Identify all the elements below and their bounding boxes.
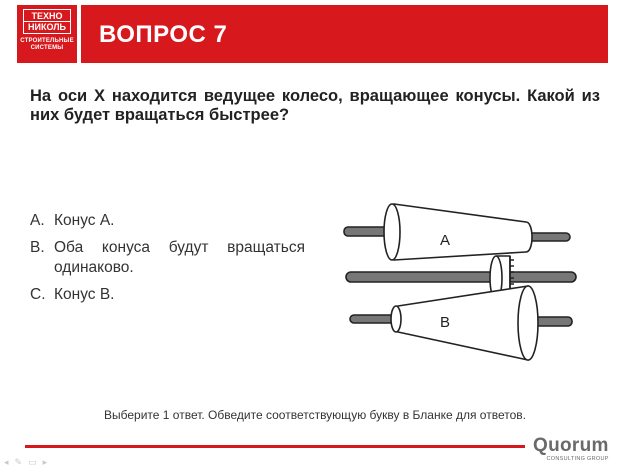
instruction-text: Выберите 1 ответ. Обведите соответствующую букву в Бланке для ответов. xyxy=(104,408,526,422)
cone-b-end xyxy=(518,286,538,360)
answer-text: Оба конуса будут вращаться одинаково. xyxy=(54,239,305,276)
axle-a-right xyxy=(528,233,570,241)
cone-a-body xyxy=(385,204,532,260)
cone-b-label: B xyxy=(440,314,451,331)
answer-option-c[interactable] xyxy=(30,285,305,305)
next-slide-icon[interactable]: ▸ xyxy=(42,457,48,467)
footer-divider xyxy=(25,445,525,448)
title-bar xyxy=(81,5,608,63)
quorum-subtitle: CONSULTING GROUP xyxy=(546,456,609,462)
page-title: ВОПРОС 7 xyxy=(99,21,228,48)
company-logo xyxy=(17,5,77,63)
logo-line2: НИКОЛЬ xyxy=(24,21,70,32)
answer-text: Конус А. xyxy=(54,212,115,229)
answer-letter: A. xyxy=(30,212,45,229)
logo-line1: ТЕХНО xyxy=(31,11,63,21)
logo-sub2: СИСТЕМЫ xyxy=(30,45,64,51)
answer-list xyxy=(30,211,305,312)
logo-sub1: СТРОИТЕЛЬНЫЕ xyxy=(20,38,74,44)
answer-option-b[interactable] xyxy=(30,238,305,278)
cones-illustration xyxy=(336,190,586,370)
axle-b-left xyxy=(350,315,396,323)
quorum-logo xyxy=(533,436,609,462)
answer-text: Конус В. xyxy=(54,286,115,303)
logo-subtitle xyxy=(20,38,74,52)
answer-option-a[interactable] xyxy=(30,211,305,231)
answer-letter: C. xyxy=(30,286,46,303)
cone-a-label: A xyxy=(440,232,451,249)
cone-b-small-end xyxy=(391,306,401,332)
cone-a-end xyxy=(384,204,400,260)
menu-icon[interactable]: ▭ xyxy=(28,457,37,467)
logo-box xyxy=(23,9,71,34)
quorum-name: Quorum xyxy=(533,435,609,456)
pen-icon[interactable]: ✎ xyxy=(14,457,23,467)
answer-letter: B. xyxy=(30,239,45,256)
axle-x xyxy=(346,272,576,282)
slide-nav xyxy=(4,457,47,468)
question-text: На оси X находится ведущее колесо, вращающее конусы. Какой из них будет вращаться быстрее? xyxy=(30,87,600,124)
prev-slide-icon[interactable]: ◂ xyxy=(4,457,9,467)
cone-b-body xyxy=(392,286,537,360)
